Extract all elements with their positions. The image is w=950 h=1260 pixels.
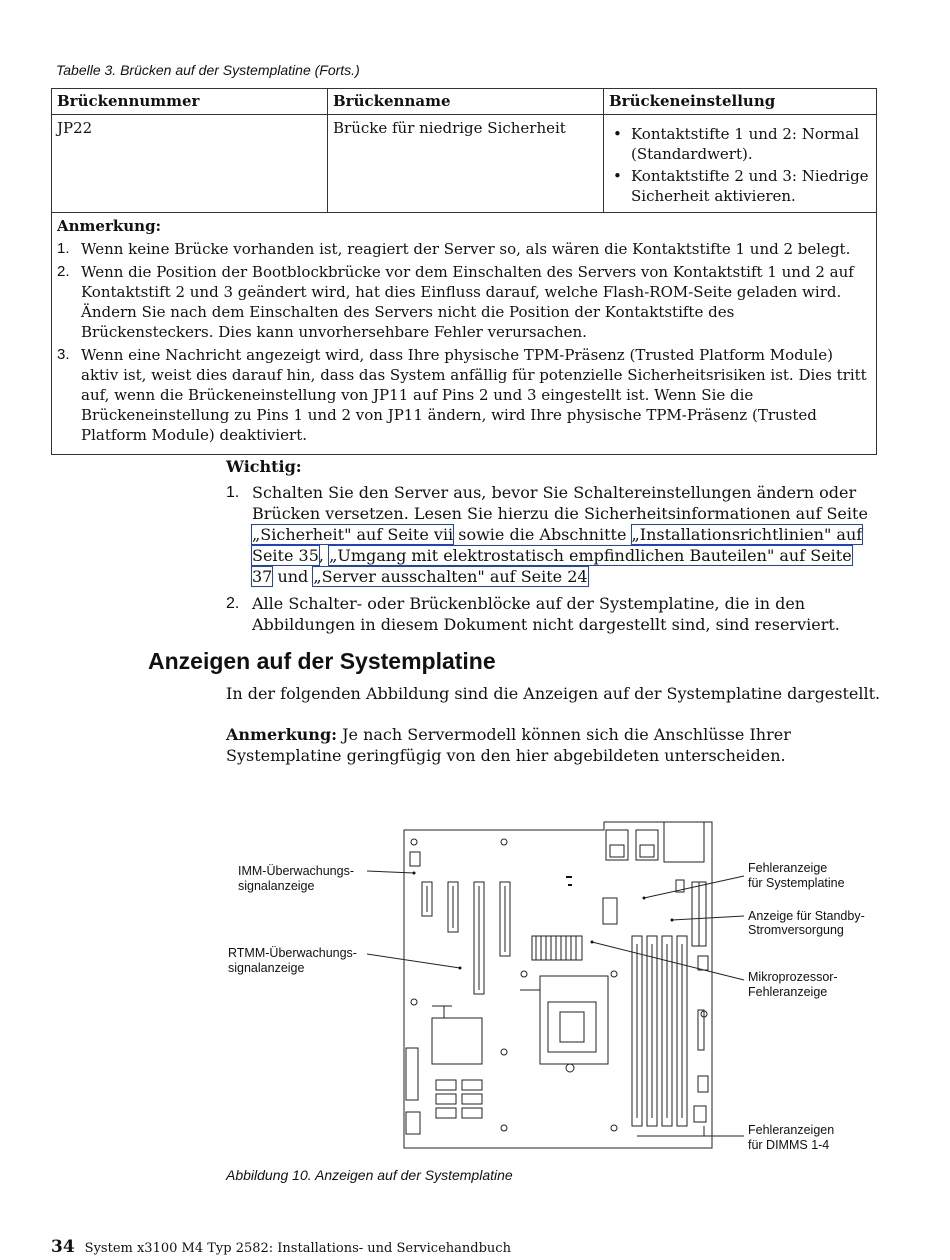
sata-connector bbox=[462, 1080, 482, 1090]
system-board-error-led bbox=[643, 897, 646, 900]
section-intro: In der folgenden Abbildung sind die Anzeigen auf der Systemplatine dargestellt. bbox=[226, 684, 881, 703]
table-header-row bbox=[52, 89, 877, 115]
label-imm-1: IMM-Überwachungs- bbox=[238, 864, 355, 878]
link-esd[interactable]: „Umgang mit elektrostatisch empfindlichen Bauteilen" auf Seite 37 bbox=[252, 546, 852, 586]
section-heading: Anzeigen auf der Systemplatine bbox=[148, 648, 496, 674]
important-number: 2. bbox=[226, 595, 240, 612]
page-number: 34 bbox=[51, 1237, 75, 1257]
label-cpu-2: Fehleranzeige bbox=[748, 985, 828, 999]
section-note bbox=[226, 724, 886, 766]
label-sys-2: für Systemplatine bbox=[748, 876, 845, 890]
important-text: sowie die Abschnitte bbox=[453, 525, 632, 544]
cell-jumper-name: Brücke für niedrige Sicherheit bbox=[328, 115, 604, 213]
callout-dimm bbox=[637, 1126, 744, 1136]
note-text: Je nach Servermodell können sich die Anschlüsse Ihrer Systemplatine geringfügig von den hier abgebildeten unterscheiden. bbox=[226, 725, 791, 765]
label-rtmm-1: RTMM-Überwachungs- bbox=[228, 946, 357, 960]
heatsink bbox=[532, 936, 582, 960]
important-text: und bbox=[272, 567, 314, 586]
note-text: Wenn keine Brücke vorhanden ist, reagiert der Server so, als wären die Kontaktstifte 1 und 2 belegt. bbox=[81, 240, 851, 258]
sata-connector bbox=[436, 1080, 456, 1090]
vga-connector bbox=[664, 822, 704, 862]
system-board-diagram bbox=[0, 800, 950, 1160]
sata-connector bbox=[462, 1094, 482, 1104]
column-header-name: Brückenname bbox=[328, 89, 604, 115]
power-connector bbox=[603, 898, 617, 924]
important-text: , bbox=[318, 546, 330, 565]
note-item bbox=[57, 262, 871, 342]
callout-rtmm bbox=[367, 954, 460, 968]
callout-imm bbox=[367, 871, 414, 873]
label-dimm-1: Fehleranzeigen bbox=[748, 1123, 835, 1137]
table-caption: Tabelle 3. Brücken auf der Systemplatine (Forts.) bbox=[56, 62, 360, 78]
sata-connector bbox=[436, 1108, 456, 1118]
imm-led bbox=[413, 872, 416, 875]
setting-item: • Kontaktstifte 2 und 3: Niedrige Sicherheit aktivieren. bbox=[625, 166, 871, 206]
cell-jumper-number: JP22 bbox=[52, 115, 328, 213]
link-sicherheit[interactable]: „Sicherheit" auf Seite vii bbox=[252, 525, 454, 544]
label-dimm-2: für DIMMS 1-4 bbox=[748, 1138, 830, 1152]
important-item bbox=[226, 593, 876, 635]
standby-power-led bbox=[671, 919, 674, 922]
table-row bbox=[52, 115, 877, 213]
callout-sys bbox=[644, 876, 744, 898]
note-item bbox=[57, 345, 871, 445]
page-footer bbox=[51, 1237, 511, 1257]
column-header-number: Brückennummer bbox=[52, 89, 328, 115]
note-number: 3. bbox=[57, 346, 70, 363]
label-standby-1: Anzeige für Standby- bbox=[748, 909, 865, 923]
callout-cpu bbox=[592, 942, 744, 980]
label-sys-1: Fehleranzeige bbox=[748, 861, 828, 875]
label-standby-2: Stromversorgung bbox=[748, 923, 844, 937]
table-notes-row bbox=[52, 213, 877, 455]
table-notes bbox=[52, 213, 877, 455]
label-cpu-1: Mikroprozessor- bbox=[748, 970, 838, 984]
cpu-error-led bbox=[591, 941, 594, 944]
figure-caption: Abbildung 10. Anzeigen auf der Systemplatine bbox=[226, 1167, 513, 1183]
important-text: Schalten Sie den Server aus, bevor Sie Schaltereinstellungen ändern oder Brücken versetzen. Lesen Sie hierzu die Sicherheitsinformationen auf Seite bbox=[252, 483, 868, 523]
label-imm-2: signalanzeige bbox=[238, 879, 315, 893]
note-text: Wenn die Position der Bootblockbrücke vor dem Einschalten des Servers von Kontaktstift 1 und 2 auf Kontaktstift 2 und 3 geändert wird, hat dies Einfluss darauf, welche Flash-ROM-Seite geladen wird. Ändern Sie nach dem Einschalten des Servers nicht die Position der Kontaktstifte des Brückensteckers. Dies kann unvorhersehbare Fehler verursachen. bbox=[81, 263, 854, 341]
notes-title: Anmerkung: bbox=[57, 217, 162, 235]
jumper-table bbox=[51, 88, 877, 455]
link-server-ausschalten[interactable]: „Server ausschalten" auf Seite 24 bbox=[313, 567, 588, 586]
note-label: Anmerkung: bbox=[226, 725, 338, 744]
sata-connector bbox=[462, 1108, 482, 1118]
note-number: 1. bbox=[57, 240, 70, 257]
important-item bbox=[226, 482, 876, 587]
rtmm-led bbox=[459, 967, 462, 970]
chipset bbox=[432, 1018, 482, 1064]
important-number: 1. bbox=[226, 484, 240, 501]
important-title: Wichtig: bbox=[226, 457, 302, 476]
cpu-socket bbox=[540, 976, 608, 1064]
callout-standby bbox=[672, 916, 744, 920]
important-block bbox=[226, 456, 876, 641]
board-outline bbox=[404, 822, 712, 1148]
link-installationsrichtlinien[interactable]: „Installationsrichtlinien" auf Seite 35 bbox=[252, 525, 863, 565]
setting-item: • Kontaktstifte 1 und 2: Normal (Standardwert). bbox=[625, 124, 871, 164]
column-header-setting: Brückeneinstellung bbox=[604, 89, 877, 115]
label-rtmm-2: signalanzeige bbox=[228, 961, 305, 975]
cell-jumper-setting bbox=[604, 115, 877, 213]
footer-text: System x3100 M4 Typ 2582: Installations- und Servicehandbuch bbox=[84, 1241, 511, 1256]
sata-connector bbox=[436, 1094, 456, 1104]
important-text: Alle Schalter- oder Brückenblöcke auf der Systemplatine, die in den Abbildungen in diesem Dokument nicht dargestellt sind, sind reserviert. bbox=[252, 594, 840, 634]
note-number: 2. bbox=[57, 263, 70, 280]
note-text: Wenn eine Nachricht angezeigt wird, dass Ihre physische TPM-Präsenz (Trusted Platform Module) aktiv ist, weist dies darauf hin, dass das System anfällig für potenzielle Sicherheitsrisiken ist. Dies tritt auf, wenn die Brückeneinstellung von JP11 auf Pins 2 und 3 eingestellt ist. Wenn Sie die Brückeneinstellung zu Pins 1 und 2 von JP11 ändern, wird Ihre physische TPM-Präsenz (Trusted Platform Module) deaktiviert. bbox=[81, 346, 867, 444]
note-item bbox=[57, 239, 871, 259]
